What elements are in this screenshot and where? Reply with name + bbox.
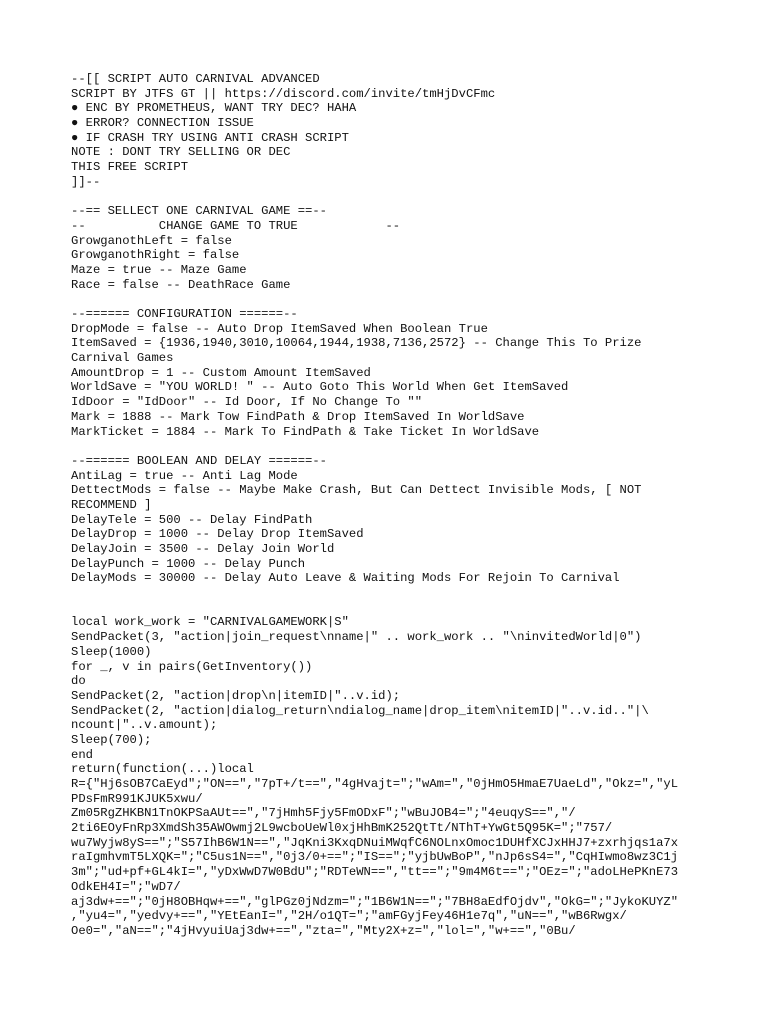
code-line: OdkEH4I=";"wD7/ — [71, 879, 181, 894]
boolean-delay-block — [71, 454, 711, 586]
code-line: NOTE : DONT TRY SELLING OR DEC — [71, 145, 291, 160]
code-line: local work_work = "CARNIVALGAMEWORK|S" — [71, 615, 349, 630]
code-line: ]]-- — [71, 174, 101, 189]
code-line: ● ENC BY PROMETHEUS, WANT TRY DEC? HAHA — [71, 101, 357, 116]
code-line: end — [71, 747, 93, 762]
configuration-block — [71, 307, 711, 439]
code-block — [71, 615, 711, 938]
code-line: SCRIPT BY JTFS GT || https://discord.com/invite/tmHjDvCFmc — [71, 86, 496, 101]
blank-line — [71, 190, 711, 205]
code-line: for _, v in pairs(GetInventory()) — [71, 659, 313, 674]
code-line: AmountDrop = 1 -- Custom Amount ItemSaved — [71, 365, 371, 380]
code-line: wu7Wyjw8yS==";"S57IhB6W1N==","JqKni3KxqDNuiMWqfC6NOLnxOmoc1DUHfXCJxHHJ7+zxrhjqs1a7x — [71, 835, 679, 850]
code-line: ncount|"..v.amount); — [71, 718, 218, 733]
code-line: Mark = 1888 -- Mark Tow FindPath & Drop ItemSaved In WorldSave — [71, 409, 525, 424]
code-line: Sleep(700); — [71, 732, 152, 747]
header-comment-block — [71, 72, 711, 190]
code-line: DettectMods = false -- Maybe Make Crash, But Can Dettect Invisible Mods, [ NOT — [71, 483, 642, 498]
code-line: DropMode = false -- Auto Drop ItemSaved When Boolean True — [71, 321, 488, 336]
blank-line — [71, 586, 711, 601]
code-line: SendPacket(2, "action|dialog_return\ndialog_name|drop_item\nitemID|"..v.id.."|\ — [71, 703, 649, 718]
code-line: THIS FREE SCRIPT — [71, 160, 189, 175]
script-document — [71, 72, 711, 939]
code-line: SendPacket(2, "action|drop\n|itemID|"..v.id); — [71, 688, 401, 703]
code-line: DelayPunch = 1000 -- Delay Punch — [71, 556, 306, 571]
code-line: --====== CONFIGURATION ======-- — [71, 307, 298, 321]
code-line: GrowganothLeft = false — [71, 233, 232, 248]
code-line: DelayJoin = 3500 -- Delay Join World — [71, 542, 335, 556]
blank-line — [71, 439, 711, 454]
code-line: PDsFmR991KJUK5xwu/ — [71, 791, 203, 806]
code-line: MarkTicket = 1884 -- Mark To FindPath & Take Ticket In WorldSave — [71, 424, 540, 439]
code-line: WorldSave = "YOU WORLD! " -- Auto Goto This World When Get ItemSaved — [71, 380, 569, 395]
code-line: RECOMMEND ] — [71, 497, 152, 512]
code-line: Maze = true -- Maze Game — [71, 262, 247, 277]
code-line: SendPacket(3, "action|join_request\nname|" .. work_work .. "\ninvitedWorld|0") — [71, 630, 642, 645]
code-line: R={"Hj6sOB7CaEyd";"ON==","7pT+/t==","4gHvajt=";"wAm=","0jHmO5HmaE7UaeLd","Okz=","yL — [71, 777, 679, 791]
code-line: DelayMods = 30000 -- Delay Auto Leave & Waiting Mods For Rejoin To Carnival — [71, 571, 620, 586]
code-line: raIgmhvmT5LXQK=";"C5us1N==","0j3/0+==";"IS==";"yjbUwBoP","nJp6sS4=","CqHIwmo8wz3C1j — [71, 850, 679, 865]
code-line: --== SELLECT ONE CARNIVAL GAME ==-- — [71, 204, 327, 219]
code-line: AntiLag = true -- Anti Lag Mode — [71, 468, 298, 483]
code-line: Sleep(1000) — [71, 644, 152, 659]
code-line: Race = false -- DeathRace Game — [71, 277, 291, 292]
code-line: ● ERROR? CONNECTION ISSUE — [71, 116, 254, 131]
code-line: --====== BOOLEAN AND DELAY ======-- — [71, 453, 327, 468]
code-line: DelayDrop = 1000 -- Delay Drop ItemSaved — [71, 527, 364, 542]
code-line: 2ti6EOyFnRp3XmdSh35AWOwmj2L9wcboUeWl0xjHhBmK252QtTt/NThT+YwGt5Q95K=";"757/ — [71, 821, 613, 836]
code-line: Zm05RgZHKBN1TnOKPSaAUt==","7jHmh5Fjy5FmODxF";"wBuJOB4=";"4euqyS==","/ — [71, 806, 576, 821]
code-line: ● IF CRASH TRY USING ANTI CRASH SCRIPT — [71, 130, 349, 145]
game-select-block — [71, 204, 711, 292]
code-line: DelayTele = 500 -- Delay FindPath — [71, 512, 313, 527]
code-line: do — [71, 674, 86, 689]
code-line: return(function(...)local — [71, 762, 254, 777]
code-line: Carnival Games — [71, 351, 174, 366]
code-line: ItemSaved = {1936,1940,3010,10064,1944,1938,7136,2572} -- Change This To Prize — [71, 336, 642, 351]
code-line: IdDoor = "IdDoor" -- Id Door, If No Change To "" — [71, 395, 423, 410]
code-line: ,"yu4=","yedvy+==","YEtEanI=","2H/o1QT=";"amFGyjFey46H1e7q","uN==","wB6Rwgx/ — [71, 909, 627, 924]
code-line: Oe0=","aN==";"4jHvyuiUaj3dw+==","zta=","Mty2X+z=","lol=","w+==","0Bu/ — [71, 923, 576, 938]
code-line: 3m";"ud+pf+GL4kI=","yDxWwD7W0BdU";"RDTeWN==","tt==";"9m4M6t==";"OEz=";"adoLHePKnE73 — [71, 865, 679, 880]
code-line: GrowganothRight = false — [71, 248, 240, 263]
code-line: --[[ SCRIPT AUTO CARNIVAL ADVANCED — [71, 72, 320, 86]
blank-line — [71, 601, 711, 616]
code-line: -- CHANGE GAME TO TRUE -- — [71, 218, 401, 233]
code-line: aj3dw+==";"0jH8OBHqw+==","glPGz0jNdzm=";"1B6W1N==";"7BH8aEdfOjdv","OkG=";"JykoKUYZ" — [71, 894, 679, 909]
blank-line — [71, 292, 711, 307]
